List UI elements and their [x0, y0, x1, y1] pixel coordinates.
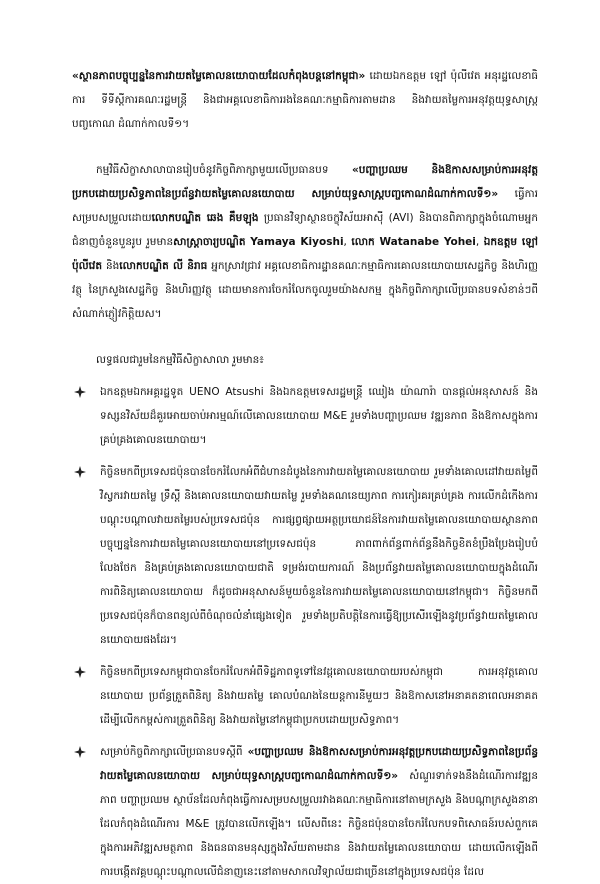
panel-sep-2: , [475, 236, 484, 248]
diamond-bullet-icon [74, 466, 86, 478]
presentation-title: «ស្ថានភាពបច្ចុប្បន្ននៃការវាយតម្លៃគោលនយោបាយដែលកំពុងបន្តនៅកម្ពុជា» [72, 70, 366, 82]
diamond-bullet-icon [74, 746, 86, 758]
list-item-text: កិច្ចិនមកពីប្រទេសជប៉ុនបានចែករំលែកអំពីជំហានដំបូងនៃការវាយតម្លៃគោលនយោបាយ រួមទាំងគោលដៅវាយតម្លៃពីវិស្វករវាយតម្លៃ ទ្រឹស្តី និងគោលនយោបាយវាយតម្លៃ រួមទាំងគណនេយ្យភាព ការកៀរគរគ្រប់គ្រង ការលើកដំកើងការបណ្តុះបណ្តាលវាយតម្លៃរបស់ប្រទេសជប៉ុន ការផ្សព្វផ្សាយអត្ថប្រយោជន៍នៃការវាយតម្លៃគោលនយោបាយស្ថានភាពបច្ចុប្បន្ននៃការវាយតម្លៃគោលនយោបាយនៅប្រទេសជប៉ុន ភាពពាក់ព័ន្ធពាក់ព័ន្ធនឹងកិច្ចខិតខំប្រឹងប្រែងរៀបបំលែងថែក និងគ្រប់គ្រងគោលនយោបាយជាតិ ទម្រង់របាយការណ៍ និងប្រព័ន្ធវាយតម្លៃគោលនយោបាយក្នុងដំណើរការពិនិត្យគោលនយោបាយ ក៏ដូចជាអនុសាសន៍មួយចំនួននៃការវាយតម្លៃគោលនយោបាយនៅកម្ពុជា។ កិច្ចិនមកពីប្រទេសជប៉ុនក៏បានពន្យល់ពីចំណុចលំនាំផ្សេងទៀត រួមទាំងប្រតិបត្តិនៃការធ្វើឱ្យប្រសើរឡើងនូវប្រព័ន្ធវាយតម្លៃគោលនយោបាយផងដែរ។ [100, 466, 538, 646]
list-item [72, 380, 538, 452]
list-item [72, 660, 538, 732]
diamond-bullet-icon [74, 666, 86, 678]
list-item [72, 740, 538, 884]
diamond-bullet-icon [74, 386, 86, 398]
paragraph-panel [72, 158, 538, 326]
panel-sep-1: , [343, 236, 352, 248]
panelist-name-3: ឯកឧត្តម ឡៅ ប៉ុលីវេត [72, 236, 538, 272]
panel-text-2: ធ្វើការសម្របសម្រួលដោយ [72, 188, 539, 224]
paragraph-intro [72, 64, 538, 136]
list-item-text: កិច្ចិនមកពីប្រទេសកម្ពុជាបានចែករំលែកអំពីទិដ្ឋភាពទូទៅនៃវដ្តគោលនយោបាយរបស់កម្ពុជា ការអនុវត្តគោលនយោបាយ ប្រព័ន្ធត្រួតពិនិត្យ និងវាយតម្លៃ គោលបំណងនៃយន្តការនីមួយៗ និងឱកាសនៅអនាគតនាពេលអនាគតដើម្បីលើកកម្ពស់ការត្រួតពិនិត្យ និងវាយតម្លៃនៅកម្ពុជាប្រកបដោយប្រសិទ្ធភាព។ [100, 666, 538, 726]
results-list [72, 380, 538, 884]
list-item [72, 460, 538, 652]
panelist-name-2: លោក Watanabe Yohei [351, 236, 476, 248]
list-item-text-2: សំណួរទាក់ទងនឹងដំណើរការវឌ្ឍនភាព បញ្ហាប្រឈម ស្ថាប័នដែលកំពុងធ្វើការសម្របសម្រួលរវាងគណៈកម្មាធិការនៅតាមក្រសួង និងបណ្តាក្រសួងនានាដែលកំពុងដំណើរការ M&E ត្រូវបានលើកឡើង។ លើសពីនេះ កិច្ចិនជប៉ុនបានចែករំលែកបទពិសោធន៍របស់ពួកគេក្នុងការអភិវឌ្ឍសមត្ថភាព និងធនធានមនុស្សក្នុងវិស័យតាមដាន និងវាយតម្លៃគោលនយោបាយ ដោយលើកឡើងពីការបង្កើតវគ្គបណ្តុះបណ្តាលលើជំនាញនេះនៅតាមសាកលវិទ្យាល័យជាច្រើននៅក្នុងប្រទេសជប៉ុន ដែល [100, 770, 539, 878]
moderator-name: លោកបណ្ឌិត ឆេង គឹមឡុង [151, 212, 259, 224]
panel-text-5: អ្នកស្រាវជ្រាវ អគ្គលេខាធិការដ្ឋានគណៈកម្មាធិការគោលនយោបាយសេដ្ឋកិច្ច និងហិរញ្ញវត្ថុ នៃក្រសួងសេដ្ឋកិច្ច និងហិរញ្ញវត្ថុ ដោយមានការចែករំលែកចូលរួមយ៉ាងសកម្ម ក្នុងកិច្ចពិភាក្សាលើប្រធានបទសំខាន់ៗពីសំណាក់ភ្ញៀវកិត្តិយស។ [72, 260, 538, 320]
list-item-text: ឯកឧត្តមឯកអគ្គរដ្ឋទូត UENO Atsushi និងឯកឧត្តមទេសរដ្ឋមន្ត្រី ឈៀង យ៉ាណារ៉ា បានផ្តល់អនុសាសន៍ និងទស្សនវិស័យដ៏គួរអោយចាប់អារម្មណ៍លើគោលនយោបាយ M&E រួមទាំងបញ្ហាប្រឈម វឌ្ឍនភាព និងឱកាសក្នុងការគ្រប់គ្រងគោលនយោបាយ។ [100, 386, 538, 446]
panel-text-1: កម្មវិធីសិក្ខាសាលាបានរៀបចំនូវកិច្ចពិភាក្សាមួយលើប្រធានបទ [96, 164, 352, 176]
results-heading: លទ្ធផលជារួមនៃកម្មវិធីសិក្ខាសាលា រួមមាន៖ [96, 354, 264, 366]
list-item-text-1: សម្រាប់កិច្ចពិភាក្សាលើប្រធានបទស្តីពី [100, 746, 248, 758]
presenter-text: ដោយឯកឧត្តម ឡៅ ប៉ុលីវេត អនុរដ្ឋលេខាធិការ ទីទីស្តីការគណៈរដ្ឋមន្ត្រី និងជាអគ្គលេខាធិការរងនៃគណៈកម្មាធិការតាមដាន និងវាយតម្លៃការអនុវត្តយុទ្ធសាស្ត្របញ្ចកោណ ដំណាក់កាលទី១។ [72, 70, 538, 130]
list-item-topic-title: «បញ្ហាប្រឈម និងឱកាសសម្រាប់ការអនុវត្តប្រកបដោយប្រសិទ្ធភាពនៃប្រព័ន្ធវាយតម្លៃគោលនយោបាយ សម្រាប់យុទ្ធសាស្ត្របញ្ចកោណដំណាក់កាលទី១» [100, 746, 538, 782]
panel-text-4: និង [102, 260, 120, 272]
panelist-name-1: សាស្ត្រាចារ្យបណ្ឌិត Yamaya Kiyoshi [173, 236, 344, 248]
panel-text-3: ប្រធានវិទ្យាស្ថានចក្ខុវិស័យអាស៊ី (AVI) និងបានពិភាក្សាក្នុងចំណោមអ្នកជំនាញចំនួនបួនរូប រួមមាន [72, 212, 538, 248]
panel-topic-title: «បញ្ហាប្រឈម និងឱកាសសម្រាប់ការអនុវត្តប្រកបដោយប្រសិទ្ធភាពនៃប្រព័ន្ធវាយតម្លៃគោលនយោបាយ សម្រាប់យុទ្ធសាស្ត្របញ្ចកោណដំណាក់កាលទី១» [72, 164, 538, 200]
panelist-name-4: លោកបណ្ឌិត លី និរាធ [119, 260, 208, 272]
